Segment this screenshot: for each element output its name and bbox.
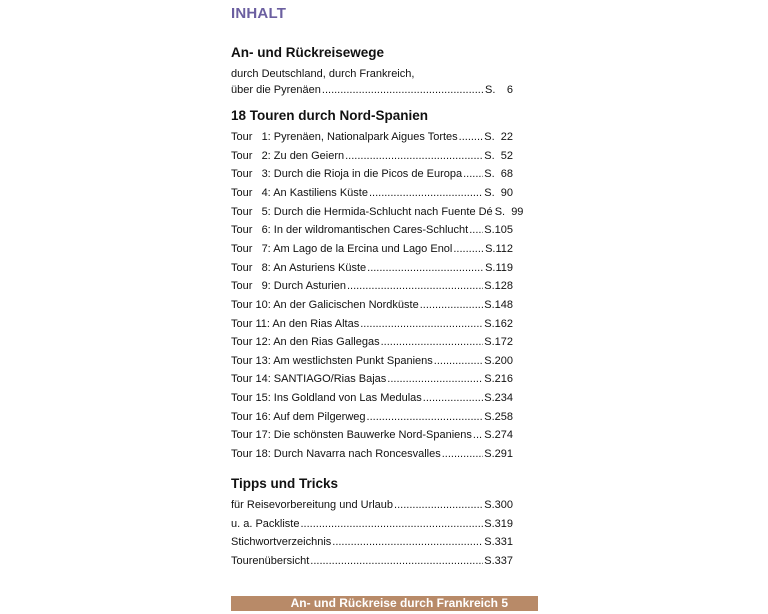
tour-entry-16[interactable] [231,410,513,424]
toc-entry-page: S.162 [484,317,513,330]
toc-entry-label: Tour 16: Auf dem Pilgerweg [231,410,366,423]
tour-entry-14[interactable] [231,372,513,386]
toc-leader-dots [310,554,483,568]
toc-entry-pyrenees[interactable] [231,83,513,97]
tips-entry-1[interactable] [231,498,513,512]
toc-leader-dots [473,428,483,442]
tour-entry-13[interactable] [231,354,513,368]
toc-leader-dots [453,242,484,256]
toc-entry-label: über die Pyrenäen [231,84,321,96]
tour-entry-5[interactable] [231,205,524,219]
toc-leader-dots [469,223,483,237]
section-heading-routes: An- und Rückreisewege [231,45,385,60]
toc-entry-page: S.291 [484,448,513,461]
toc-leader-dots [367,261,484,275]
toc-entry-label: Tour 10: An der Galicischen Nordküste [231,298,419,311]
toc-entry-page: S.119 [485,261,513,274]
toc-entry-page: S.337 [484,554,513,567]
toc-entry-label: Stichwortverzeichnis [231,536,332,548]
tour-entry-17[interactable] [231,428,513,442]
toc-entry-label: Tour 9: Durch Asturien [231,280,346,293]
toc-entry-page: S. 90 [484,186,513,199]
tour-entry-1[interactable] [231,130,513,144]
toc-entry-label: Tour 5: Durch die Hermida-Schlucht nach Fuente Dé [231,205,493,218]
toc-leader-dots [459,130,484,144]
footer-bar: An- und Rückreise durch Frankreich 5 [231,596,538,611]
toc-entry-label: Tour 8: An Asturiens Küste [231,261,367,274]
toc-entry-page: S. 52 [484,149,513,162]
toc-entry-page: S. 99 [494,205,524,218]
toc-entry-label: Tour 13: Am westlichsten Punkt Spaniens [231,354,433,367]
section-heading-tips: Tipps und Tricks [231,476,339,491]
toc-entry-page: S.319 [484,517,513,530]
toc-leader-dots [360,317,483,331]
tour-entry-3[interactable] [231,167,513,181]
toc-leader-dots [332,535,483,549]
toc-entry-label: Tour 7: Am Lago de la Ercina und Lago Enol [231,242,453,255]
toc-leader-dots [381,335,484,349]
toc-entry-page: S.128 [484,280,513,293]
tour-entry-6[interactable] [231,223,513,237]
toc-entry-label: u. a. Packliste [231,517,300,530]
toc-entry-page: S.331 [484,536,513,548]
tips-entry-2[interactable] [231,517,513,531]
tips-entry-4[interactable] [231,554,513,568]
toc-entry-label: Tour 15: Ins Goldland von Las Medulas [231,392,422,405]
toc-entry-page: S. 68 [484,168,513,181]
toc-entry-page: S.105 [484,224,513,237]
tour-entry-18[interactable] [231,447,513,461]
tour-entry-2[interactable] [231,149,513,163]
toc-entry-page: S. 6 [485,84,513,96]
toc-leader-dots [369,186,483,200]
toc-entry-label: Tour 18: Durch Navarra nach Roncesvalles [231,448,441,461]
toc-leader-dots [347,279,483,293]
toc-entry-label: Tour 3: Durch die Rioja in die Picos de Europa [231,168,463,181]
toc-entry-label: Tour 12: An den Rias Gallegas [231,336,380,349]
toc-leader-dots [442,447,484,461]
tour-entry-12[interactable] [231,335,513,349]
toc-entry-label: Tour 4: An Kastiliens Küste [231,186,368,199]
toc-leader-dots [322,83,484,97]
toc-leader-dots [463,167,483,181]
toc-entry-label: Tour 2: Zu den Geiern [231,149,345,162]
toc-leader-dots [434,354,483,368]
page-title: INHALT [231,5,287,22]
toc-entry-page: S.300 [484,499,513,511]
tour-entry-15[interactable] [231,391,513,405]
toc-entry-page: S.234 [484,392,513,405]
toc-entry-page: S.274 [484,429,513,442]
tour-entry-8[interactable] [231,261,513,275]
toc-entry-page: S.148 [484,298,513,311]
tour-entry-9[interactable] [231,279,513,293]
tour-entry-11[interactable] [231,317,513,331]
toc-entry-page: S.258 [484,410,513,423]
toc-entry-page: S.172 [484,336,513,349]
toc-entry-label: Tour 11: An den Rias Altas [231,317,360,330]
toc-leader-dots [423,391,483,405]
toc-page [231,0,538,614]
toc-entry-label: Tour 14: SANTIAGO/Rias Bajas [231,373,387,386]
section-heading-tours: 18 Touren durch Nord-Spanien [231,108,429,123]
tips-entry-3[interactable] [231,535,513,549]
toc-entry-label: für Reisevorbereitung und Urlaub [231,499,394,511]
tour-entry-7[interactable] [231,242,513,256]
toc-leader-dots [367,410,484,424]
toc-entry-label: Tourenübersicht [231,554,310,567]
toc-leader-dots [420,298,484,312]
toc-leader-dots [387,372,483,386]
toc-leader-dots [300,517,483,531]
toc-entry-page: S.112 [485,242,513,255]
toc-entry-page: S.200 [484,354,513,367]
tour-entry-10[interactable] [231,298,513,312]
section-routes-line: durch Deutschland, durch Frankreich, [231,68,415,80]
toc-entry-label: Tour 1: Pyrenäen, Nationalpark Aigues Tortes [231,131,458,143]
tour-entry-4[interactable] [231,186,513,200]
toc-entry-label: Tour 6: In der wildromantischen Cares-Schlucht [231,224,469,237]
toc-entry-label: Tour 17: Die schönsten Bauwerke Nord-Spaniens [231,429,472,442]
toc-leader-dots [345,149,483,163]
toc-leader-dots [394,498,483,512]
toc-entry-page: S.216 [484,373,513,386]
toc-entry-page: S. 22 [484,131,513,143]
